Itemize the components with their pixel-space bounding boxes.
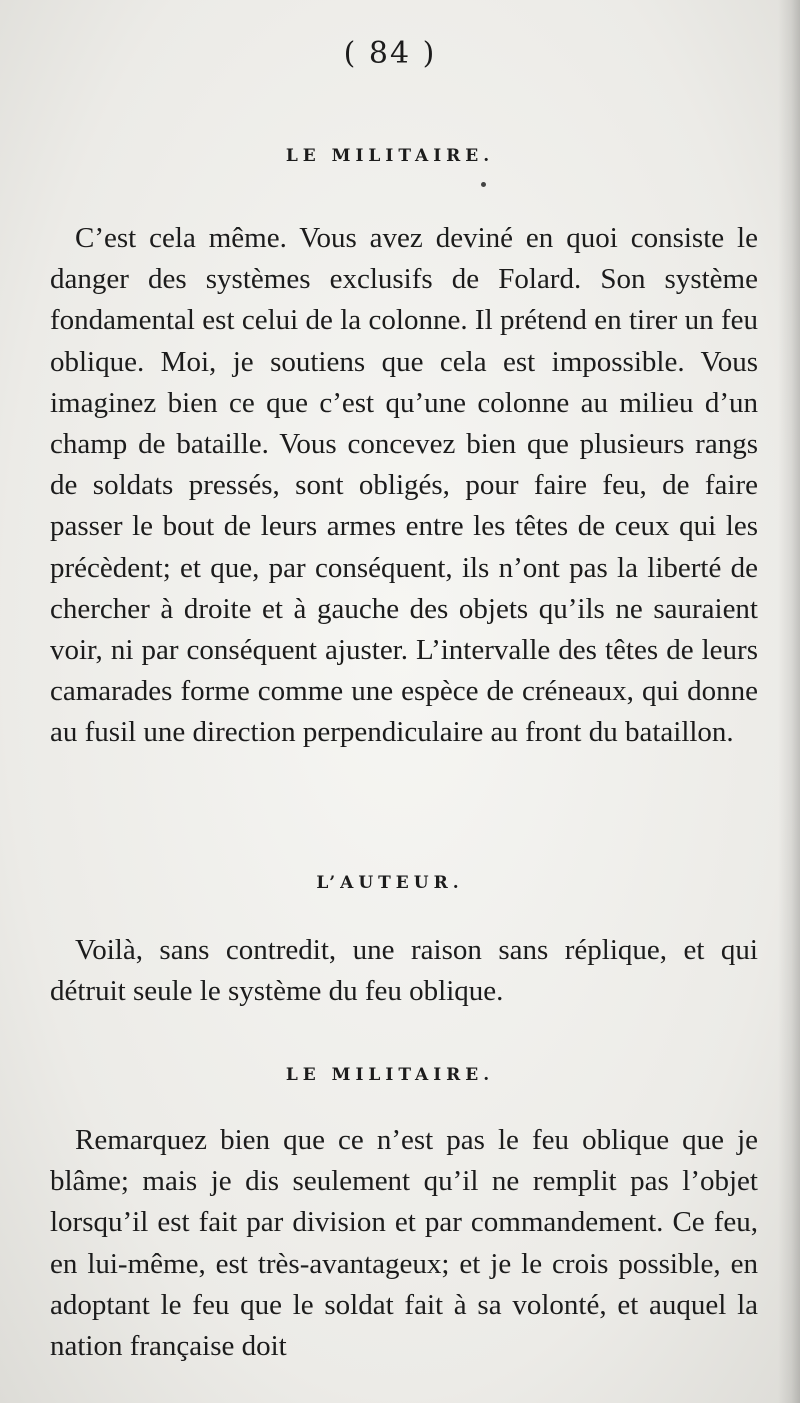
section-paragraph-2: Voilà, sans contredit, une raison sans réplique, et qui détruit seule le système du feu oblique. <box>50 934 758 1008</box>
page-number: ( 84 ) <box>343 36 437 71</box>
page-edge-shadow <box>778 0 800 1403</box>
section-paragraph-3: Remarquez bien que ce n’est pas le feu oblique que je blâme; mais je dis seulement qu’il ne remplit pas l’objet lorsqu’il est fait par division et par commandement. Ce feu, en lui-même, est très-avantageux; et je le crois possible, en adoptant le feu que le soldat fait à sa volonté, et auquel la nation française doit <box>50 1124 758 1363</box>
ink-speck <box>481 182 486 187</box>
section-heading-2: L’AUTEUR. <box>316 873 464 893</box>
section-paragraph-1: C’est cela même. Vous avez deviné en quoi consiste le danger des systèmes exclusifs de Folard. Son système fondamental est celui de la colonne. Il prétend en tirer un feu oblique. Moi, je soutiens que cela est impossible. Vous imaginez bien ce que c’est qu’une colonne au milieu d’un champ de bataille. Vous concevez bien que plusieurs rangs de soldats pressés, sont obligés, pour faire feu, de faire passer le bout de leurs armes entre les têtes de ceux qui les précèdent; et que, par conséquent, ils n’ont pas la liberté de chercher à droite et à gauche des objets qu’ils ne sauraient voir, ni par conséquent ajuster. L’intervalle des têtes de leurs camarades forme comme une espèce de créneaux, qui donne au fusil une direction perpendiculaire au front du bataillon. <box>50 222 758 749</box>
section-heading-1: LE MILITAIRE. <box>285 146 495 166</box>
section-heading-3: LE MILITAIRE. <box>285 1065 495 1085</box>
